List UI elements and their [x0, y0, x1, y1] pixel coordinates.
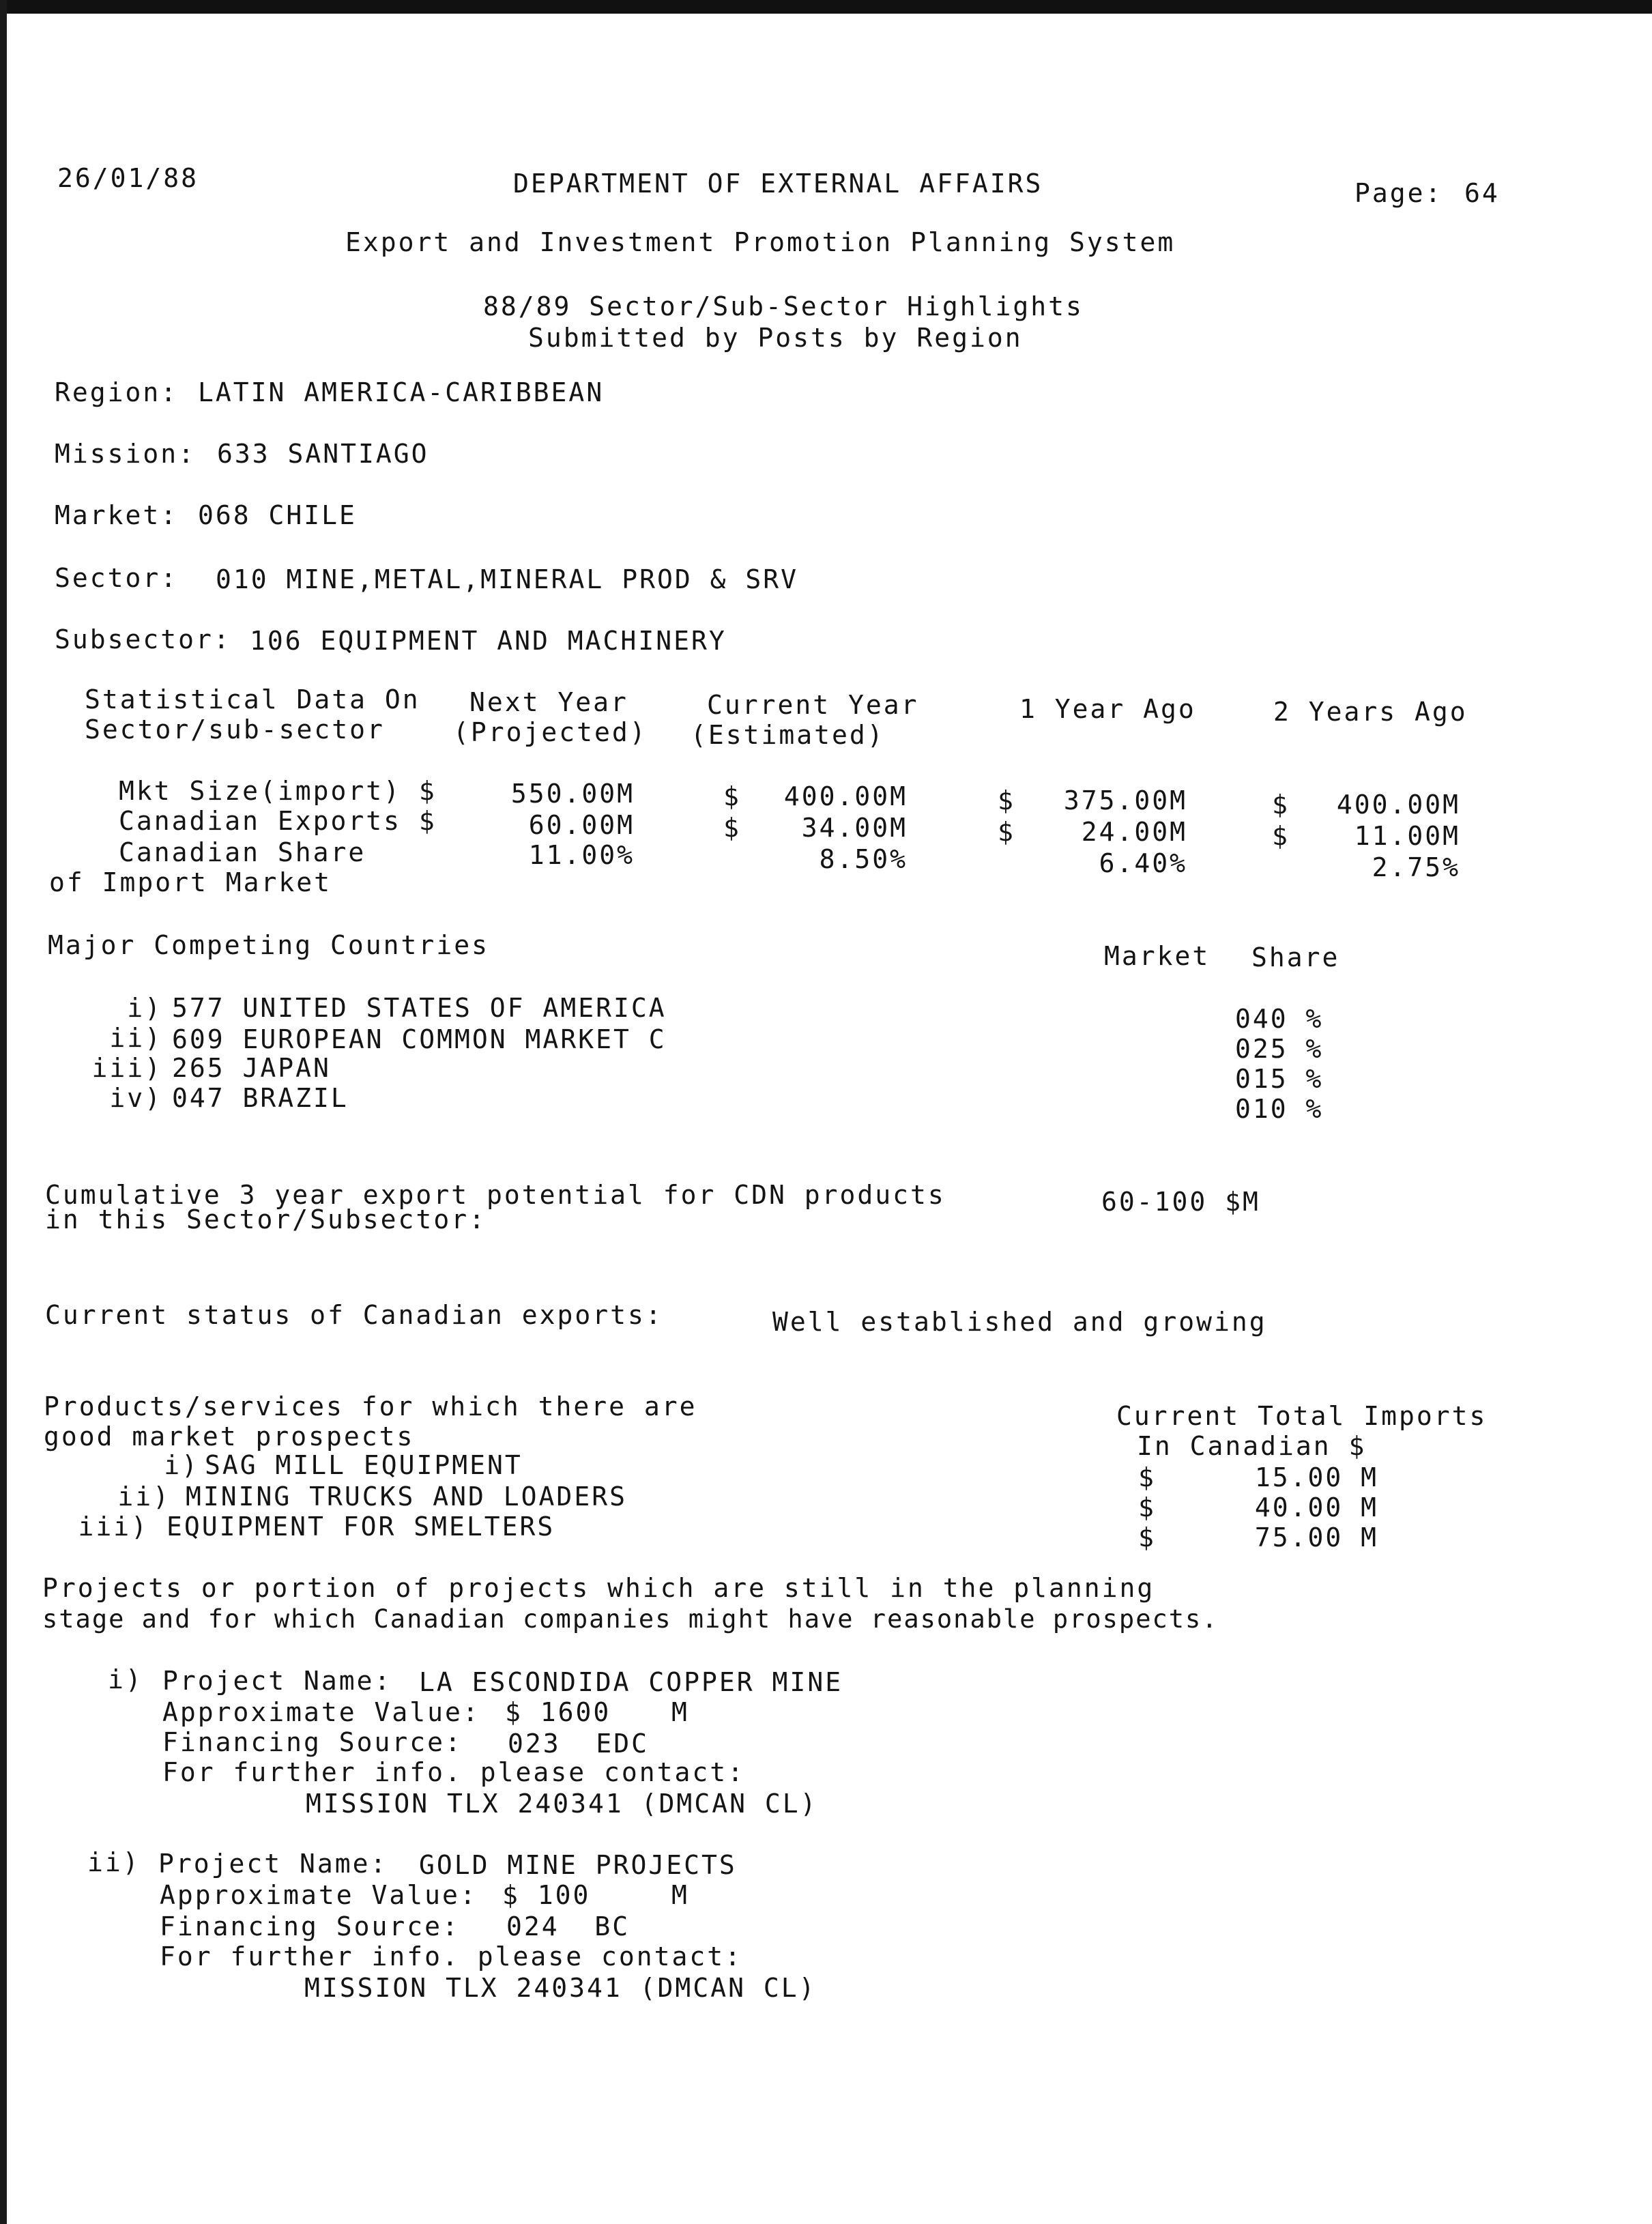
list-number: ii): [109, 1023, 162, 1053]
list-number: iv): [109, 1083, 162, 1113]
potential-line1: Cumulative 3 year export potential for CDN products: [45, 1180, 946, 1210]
products-line2: good market prospects: [44, 1421, 415, 1452]
scan-top-border: [0, 0, 1652, 14]
currency-sign: $: [1138, 1462, 1156, 1492]
list-number: i): [164, 1450, 199, 1480]
region-value: LATIN AMERICA-CARIBBEAN: [198, 377, 605, 407]
row-label-continued: of Import Market: [49, 867, 332, 897]
col-2-years-ago: 2 Years Ago: [1273, 697, 1468, 727]
value-current-year: 34.00M: [801, 813, 908, 843]
currency-sign: $: [1138, 1522, 1156, 1553]
market-label: Market:: [55, 500, 179, 530]
value-2-years-ago: 400.00M: [1336, 790, 1460, 820]
currency-sign: $: [998, 817, 1015, 847]
project-name: GOLD MINE PROJECTS: [419, 1850, 737, 1880]
market-share: 010 %: [1235, 1094, 1324, 1124]
potential-value: 60-100 $M: [1101, 1187, 1260, 1217]
subsector-value: 106 EQUIPMENT AND MACHINERY: [250, 626, 727, 656]
approx-value-label: Approximate Value:: [162, 1697, 480, 1727]
sector-label: Sector:: [55, 563, 179, 593]
status-label: Current status of Canadian exports:: [45, 1300, 663, 1330]
department-title: DEPARTMENT OF EXTERNAL AFFAIRS: [513, 169, 1043, 199]
imports-heading-line1: Current Total Imports: [1116, 1401, 1488, 1431]
value-1-year-ago: 24.00M: [1081, 817, 1187, 847]
financing-source: 023 EDC: [508, 1729, 650, 1759]
product-name: SAG MILL EQUIPMENT: [205, 1450, 523, 1480]
product-name: EQUIPMENT FOR SMELTERS: [166, 1512, 555, 1542]
value-next-year: 11.00%: [528, 840, 635, 870]
market-share: 040 %: [1235, 1004, 1324, 1034]
report-title: 88/89 Sector/Sub-Sector Highlights: [483, 291, 1084, 321]
imports-heading-line2: In Canadian $: [1137, 1431, 1367, 1461]
financing-label: Financing Source:: [160, 1911, 460, 1941]
status-value: Well established and growing: [772, 1307, 1267, 1337]
row-label: Canadian Share: [119, 837, 366, 867]
market-share: 015 %: [1235, 1064, 1324, 1094]
report-subtitle: Submitted by Posts by Region: [528, 323, 1023, 353]
system-title: Export and Investment Promotion Planning System: [345, 227, 1176, 257]
currency-sign: $: [723, 781, 741, 811]
col-next-year-sub: (Projected): [453, 717, 648, 747]
currency-sign: $: [1272, 790, 1290, 820]
stats-header-line1: Statistical Data On: [85, 684, 420, 714]
currency-sign: $: [723, 813, 741, 843]
scan-left-border: [0, 0, 7, 2224]
row-label: Canadian Exports $: [119, 806, 437, 836]
market-value: 068 CHILE: [198, 500, 357, 530]
report-date: 26/01/88: [57, 163, 199, 193]
list-number: ii): [117, 1482, 171, 1512]
col-1-year-ago: 1 Year Ago: [1019, 694, 1196, 724]
sector-value: 010 MINE,METAL,MINERAL PROD & SRV: [216, 564, 798, 594]
country-name: 047 BRAZIL: [172, 1083, 349, 1113]
country-name: 577 UNITED STATES OF AMERICA: [172, 993, 667, 1023]
import-value: 15.00 M: [1254, 1462, 1378, 1492]
list-number: iii): [78, 1512, 149, 1542]
value-next-year: 60.00M: [528, 810, 635, 840]
value-1-year-ago: 6.40%: [1099, 848, 1187, 878]
mission-label: Mission:: [55, 439, 197, 469]
project-name-label: Project Name:: [162, 1666, 392, 1696]
mission-value: 633 SANTIAGO: [217, 439, 429, 469]
import-value: 75.00 M: [1254, 1522, 1378, 1553]
contact-value: MISSION TLX 240341 (DMCAN CL): [306, 1789, 818, 1819]
value-2-years-ago: 2.75%: [1372, 852, 1460, 882]
value-next-year: 550.00M: [510, 779, 635, 809]
list-number: iii): [91, 1053, 162, 1083]
list-number: i): [127, 993, 162, 1023]
project-number: i): [108, 1664, 143, 1694]
contact-label: For further info. please contact:: [160, 1941, 742, 1972]
approx-value-label: Approximate Value:: [160, 1880, 478, 1910]
page-label: Page:: [1354, 178, 1443, 208]
potential-line2: in this Sector/Subsector:: [45, 1204, 487, 1234]
approx-value-unit: M: [671, 1880, 689, 1910]
col-current-year-sub: (Estimated): [691, 720, 885, 750]
approx-value-unit: M: [671, 1697, 689, 1727]
contact-label: For further info. please contact:: [162, 1757, 745, 1787]
col-current-year: Current Year: [707, 690, 919, 720]
market-share: 025 %: [1235, 1034, 1324, 1064]
approx-value: $ 100: [502, 1880, 591, 1910]
project-name: LA ESCONDIDA COPPER MINE: [419, 1667, 843, 1697]
subsector-label: Subsector:: [55, 624, 231, 654]
product-name: MINING TRUCKS AND LOADERS: [186, 1482, 627, 1512]
row-label: Mkt Size(import) $: [119, 776, 437, 806]
value-current-year: 400.00M: [783, 781, 908, 811]
value-current-year: 8.50%: [819, 844, 908, 874]
region-label: Region:: [55, 377, 179, 407]
col-next-year: Next Year: [469, 687, 628, 717]
financing-label: Financing Source:: [162, 1727, 463, 1757]
currency-sign: $: [998, 785, 1015, 815]
approx-value: $ 1600: [505, 1697, 611, 1727]
import-value: 40.00 M: [1254, 1492, 1378, 1522]
stats-header-line2: Sector/sub-sector: [85, 714, 385, 745]
project-number: ii): [87, 1847, 141, 1877]
page-number: 64: [1464, 178, 1500, 208]
value-1-year-ago: 375.00M: [1063, 785, 1187, 815]
projects-intro-line1: Projects or portion of projects which are still in the planning: [42, 1573, 1155, 1603]
contact-value: MISSION TLX 240341 (DMCAN CL): [304, 1973, 817, 2003]
project-name-label: Project Name:: [158, 1849, 388, 1879]
country-name: 265 JAPAN: [172, 1053, 331, 1083]
currency-sign: $: [1272, 821, 1290, 851]
market-heading: Market: [1104, 941, 1211, 971]
currency-sign: $: [1138, 1492, 1156, 1522]
share-heading: Share: [1251, 942, 1340, 972]
country-name: 609 EUROPEAN COMMON MARKET C: [172, 1024, 667, 1054]
financing-source: 024 BC: [506, 1911, 631, 1941]
value-2-years-ago: 11.00M: [1354, 821, 1460, 851]
projects-intro-line2: stage and for which Canadian companies might have reasonable prospects.: [42, 1604, 1219, 1634]
competitors-heading: Major Competing Countries: [48, 930, 489, 960]
products-line1: Products/services for which there are: [44, 1391, 697, 1421]
